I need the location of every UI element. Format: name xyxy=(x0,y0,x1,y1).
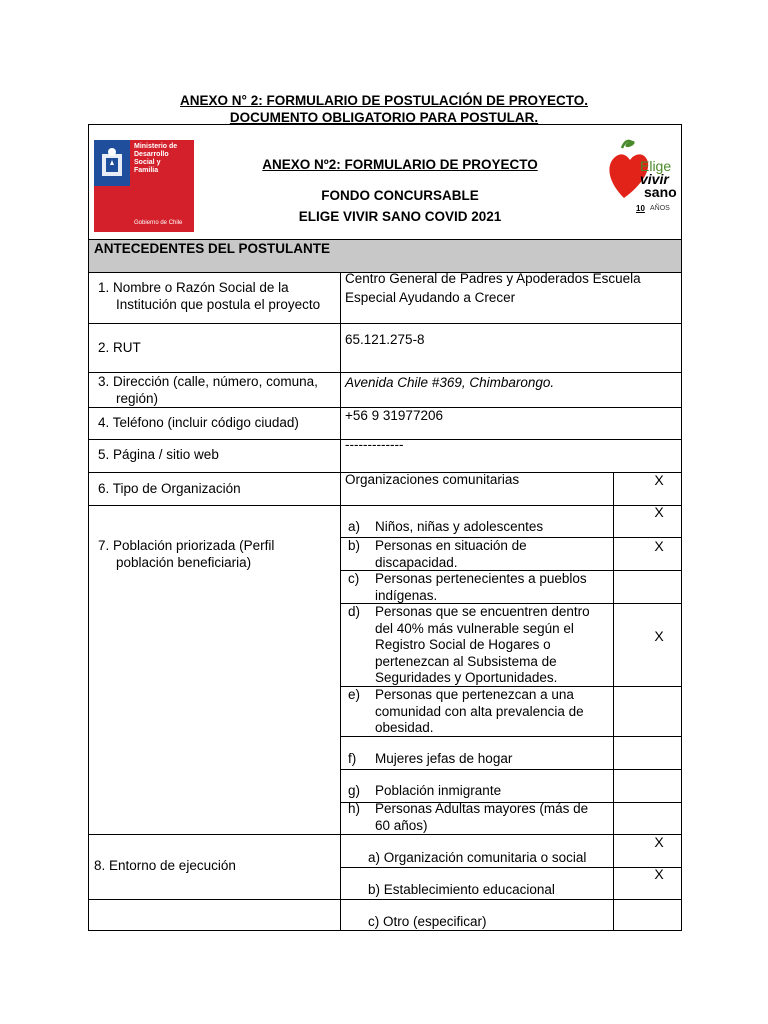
entorno-option-b: b) Establecimiento educacional xyxy=(368,882,555,897)
section-title: ANTECEDENTES DEL POSTULANTE xyxy=(94,241,331,256)
row-value-telefono: +56 9 31977206 xyxy=(345,408,443,423)
option-f: f) Mujeres jefas de hogar xyxy=(348,751,513,766)
row-label-web: 5. Página / sitio web xyxy=(98,447,219,462)
mark-option-b: X xyxy=(654,538,664,554)
row-label-tipo: 6. Tipo de Organización xyxy=(98,481,241,496)
ministry-logo: Ministerio de Desarrollo Social y Familia Gobierno de Chile xyxy=(94,140,194,232)
fund-title: FONDO CONCURSABLE xyxy=(321,188,479,203)
entorno-option-a: a) Organización comunitaria o social xyxy=(368,850,587,865)
entorno-option-c: c) Otro (especificar) xyxy=(368,914,487,929)
option-h: h) Personas Adultas mayores (más de 60 años) xyxy=(348,801,589,833)
row-label-direccion: 3. Dirección (calle, número, comuna, región) xyxy=(98,374,318,406)
row-value-nombre: Centro General de Padres y Apoderados Escuela Especial Ayudando a Crecer xyxy=(345,271,641,305)
row-value-direccion: Avenida Chile #369, Chimbarongo. xyxy=(345,375,555,390)
ministry-crest-icon xyxy=(98,146,126,180)
option-a: a) Niños, niñas y adolescentes xyxy=(348,519,544,534)
mark-option-d: X xyxy=(654,628,664,644)
row-value-web: ------------- xyxy=(345,437,404,452)
form-title: ANEXO Nº2: FORMULARIO DE PROYECTO xyxy=(262,157,538,172)
elige-vivir-sano-logo: Elige vivir sano 10 AÑOS xyxy=(606,136,682,218)
option-g: g) Población inmigrante xyxy=(348,783,502,798)
row-label-entorno: 8. Entorno de ejecución xyxy=(94,858,236,873)
option-e: e) Personas que pertenezcan a una comunidad con alta prevalencia de obesidad. xyxy=(348,687,584,735)
document-title-line2: DOCUMENTO OBLIGATORIO PARA POSTULAR. xyxy=(229,110,539,125)
fund-subtitle: ELIGE VIVIR SANO COVID 2021 xyxy=(298,209,502,224)
mark-poblacion-top: X xyxy=(654,504,664,520)
row-label-poblacion: 7. Población priorizada (Perfil población beneficiaria) xyxy=(98,538,275,570)
option-c: c) Personas pertenecientes a pueblos indígenas. xyxy=(348,571,587,603)
row-label-rut: 2. RUT xyxy=(98,340,141,355)
option-d: d) Personas que se encuentren dentro del 40% más vulnerable según el Registro Social de Hogares o pertenezcan al Subsistema de Seguridades y Oportunidades. xyxy=(348,604,590,685)
row-value-rut: 65.121.275-8 xyxy=(345,332,425,347)
row-label-nombre: 1. Nombre o Razón Social de la Institución que postula el proyecto xyxy=(98,280,321,312)
mark-entorno-b: X xyxy=(654,866,664,882)
mark-entorno-a: X xyxy=(654,834,664,850)
row-label-telefono: 4. Teléfono (incluir código ciudad) xyxy=(98,415,299,430)
row-value-tipo: Organizaciones comunitarias xyxy=(345,472,520,487)
mark-tipo: X xyxy=(654,472,664,488)
document-title-line1: ANEXO N° 2: FORMULARIO DE POSTULACIÓN DE PROYECTO. xyxy=(180,93,588,108)
option-b: b) Personas en situación de discapacidad. xyxy=(348,538,527,570)
